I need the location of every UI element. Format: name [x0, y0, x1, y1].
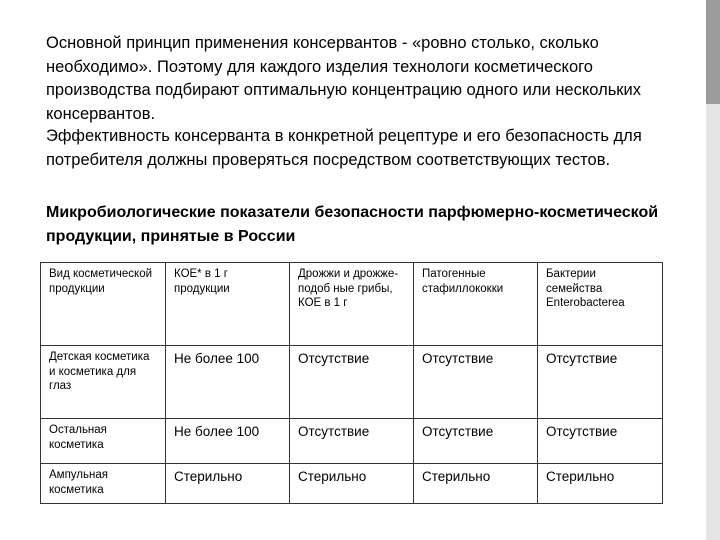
- table-header-row: [41, 263, 663, 346]
- effectiveness-paragraph: Эффективность консерванта в конкретной рецептуре и его безопасность для потребителя должны проверяться посредством соответствующих тестов.: [46, 127, 642, 169]
- header-cell-staphylococci: Патогенные стафиллококки: [414, 263, 538, 346]
- table-cell: Отсутствие: [538, 346, 663, 419]
- table-cell: Стерильно: [414, 464, 538, 504]
- table-cell: Стерильно: [538, 464, 663, 504]
- header-cell-yeasts: Дрожжи и дрожже-подоб ные грибы, КОЕ в 1 г: [290, 263, 414, 346]
- table-cell: Отсутствие: [414, 346, 538, 419]
- table-row: [41, 346, 663, 419]
- table-cell: Не более 100: [166, 419, 290, 464]
- row-label-cell: Остальная косметика: [41, 419, 166, 464]
- table-row: [41, 464, 663, 504]
- table-cell: Отсутствие: [290, 346, 414, 419]
- table-cell: Стерильно: [290, 464, 414, 504]
- table-cell: Отсутствие: [538, 419, 663, 464]
- right-edge-bar: [706, 0, 720, 540]
- table-row: [41, 419, 663, 464]
- table-heading: Микробиологические показатели безопасности парфюмерно-косметической продукции, принятые в России: [46, 204, 659, 245]
- principle-paragraph: Основной принцип применения консервантов - «ровно столько, сколько необходимо». Поэтому для каждого изделия технологи косметического производства подбирают оптимальную концентрацию одного или нескольких консервантов.: [46, 34, 641, 123]
- table-cell: Отсутствие: [414, 419, 538, 464]
- header-cell-cfu: КОЕ* в 1 г продукции: [166, 263, 290, 346]
- table-cell: Не более 100: [166, 346, 290, 419]
- header-cell-product-type: Вид косметической продукции: [41, 263, 166, 346]
- table-cell: Отсутствие: [290, 419, 414, 464]
- right-edge-accent: [706, 0, 720, 104]
- row-label-cell: Ампульная косметика: [41, 464, 166, 504]
- header-cell-enterobacteria: Бактерии семейства Enterobacterea: [538, 263, 663, 346]
- row-label-cell: Детская косметика и косметика для глаз: [41, 346, 166, 419]
- microbiology-table: [40, 262, 663, 504]
- table-cell: Стерильно: [166, 464, 290, 504]
